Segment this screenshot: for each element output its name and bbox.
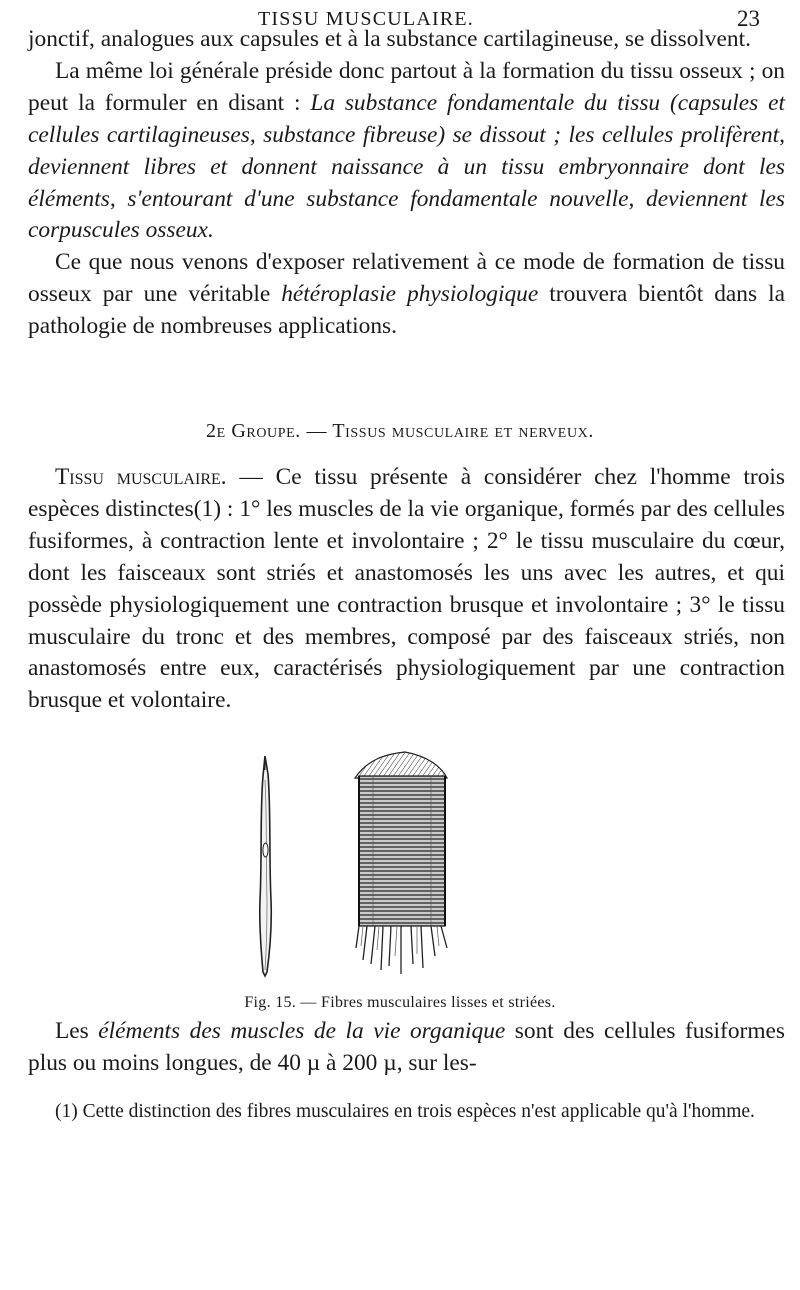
paragraph-organic-muscle-text-a: Les [55, 1018, 99, 1044]
paragraph-heteroplasia-italic: hétéroplasie physiologique [281, 281, 539, 308]
running-title: TISSU MUSCULAIRE. [258, 8, 474, 30]
paragraph-organic-muscle [28, 1016, 785, 1080]
figure-muscle-fibres [255, 750, 545, 980]
text-block-upper [28, 24, 785, 343]
paragraph-general-law-text: La même loi générale préside donc partout à la formation du tissu osseux ; on peut la formuler en disant : [28, 57, 785, 116]
footnote [28, 1098, 785, 1125]
paragraph-general-law [28, 56, 785, 247]
striated-fibre-illustration [355, 752, 447, 974]
paragraph-muscle-body: — Ce tissu présente à considérer chez l'homme trois espèces distinctes(1) : 1° les muscles de la vie organique, formés par des cellules fusiformes, à contraction lente et involontaire ; 2° le tissu musculaire du cœur, dont les faisceaux sont striés et anastomosés les uns avec les autres, et qui possède physiologiquement une contraction brusque et involontaire ; 3° le tissu musculaire du tronc et des membres, composé par des faisceaux striés, non anastomosés entre eux, caractérisés physiologiquement par une contraction brusque et volontaire. [28, 464, 786, 714]
muscle-fibres-illustration [255, 750, 545, 980]
paragraph-heteroplasia [28, 247, 785, 343]
paragraph-muscle-lead: Tissu musculaire. [55, 464, 227, 490]
paragraph-general-law-italic: La substance fondamentale du tissu (capsules et cellules cartilagineuses, substance fibreuse) se dissout ; les cellules prolifèrent, deviennent libres et donnent naissance à un tissu embryonnaire dont les éléments, s'entourant d'une substance fondamentale nouvelle, deviennent les corpuscules osseux. [28, 89, 785, 244]
text-block-muscle [28, 462, 785, 717]
paragraph-heteroplasia-text-b: trouvera bientôt dans la pathologie de nombreuses applications. [28, 281, 785, 340]
text-block-lower [28, 1016, 785, 1080]
smooth-muscle-cell-illustration [260, 756, 272, 976]
paragraph-muscle-tissue [28, 462, 785, 717]
page-number: 23 [737, 6, 760, 31]
paragraph-organic-muscle-italic: éléments des muscles de la vie organique [98, 1018, 506, 1044]
figure-caption: Fig. 15. — Fibres musculaires lisses et striées. [244, 994, 556, 1011]
section-heading: 2e Groupe. — Tissus musculaire et nerveux. [206, 420, 594, 442]
paragraph-heteroplasia-text-a: Ce que nous venons d'exposer relativement à ce mode de formation de tissu osseux par une véritable [28, 249, 785, 308]
paragraph-continuation: jonctif, analogues aux capsules et à la substance cartilagineuse, se dissolvent. [28, 26, 751, 52]
paragraph-organic-muscle-text-b: sont des cellules fusiformes plus ou moins longues, de 40 µ à 200 µ, sur les- [28, 1018, 785, 1076]
footnote-text: (1) Cette distinction des fibres musculaires en trois espèces n'est applicable qu'à l'homme. [55, 1101, 755, 1122]
